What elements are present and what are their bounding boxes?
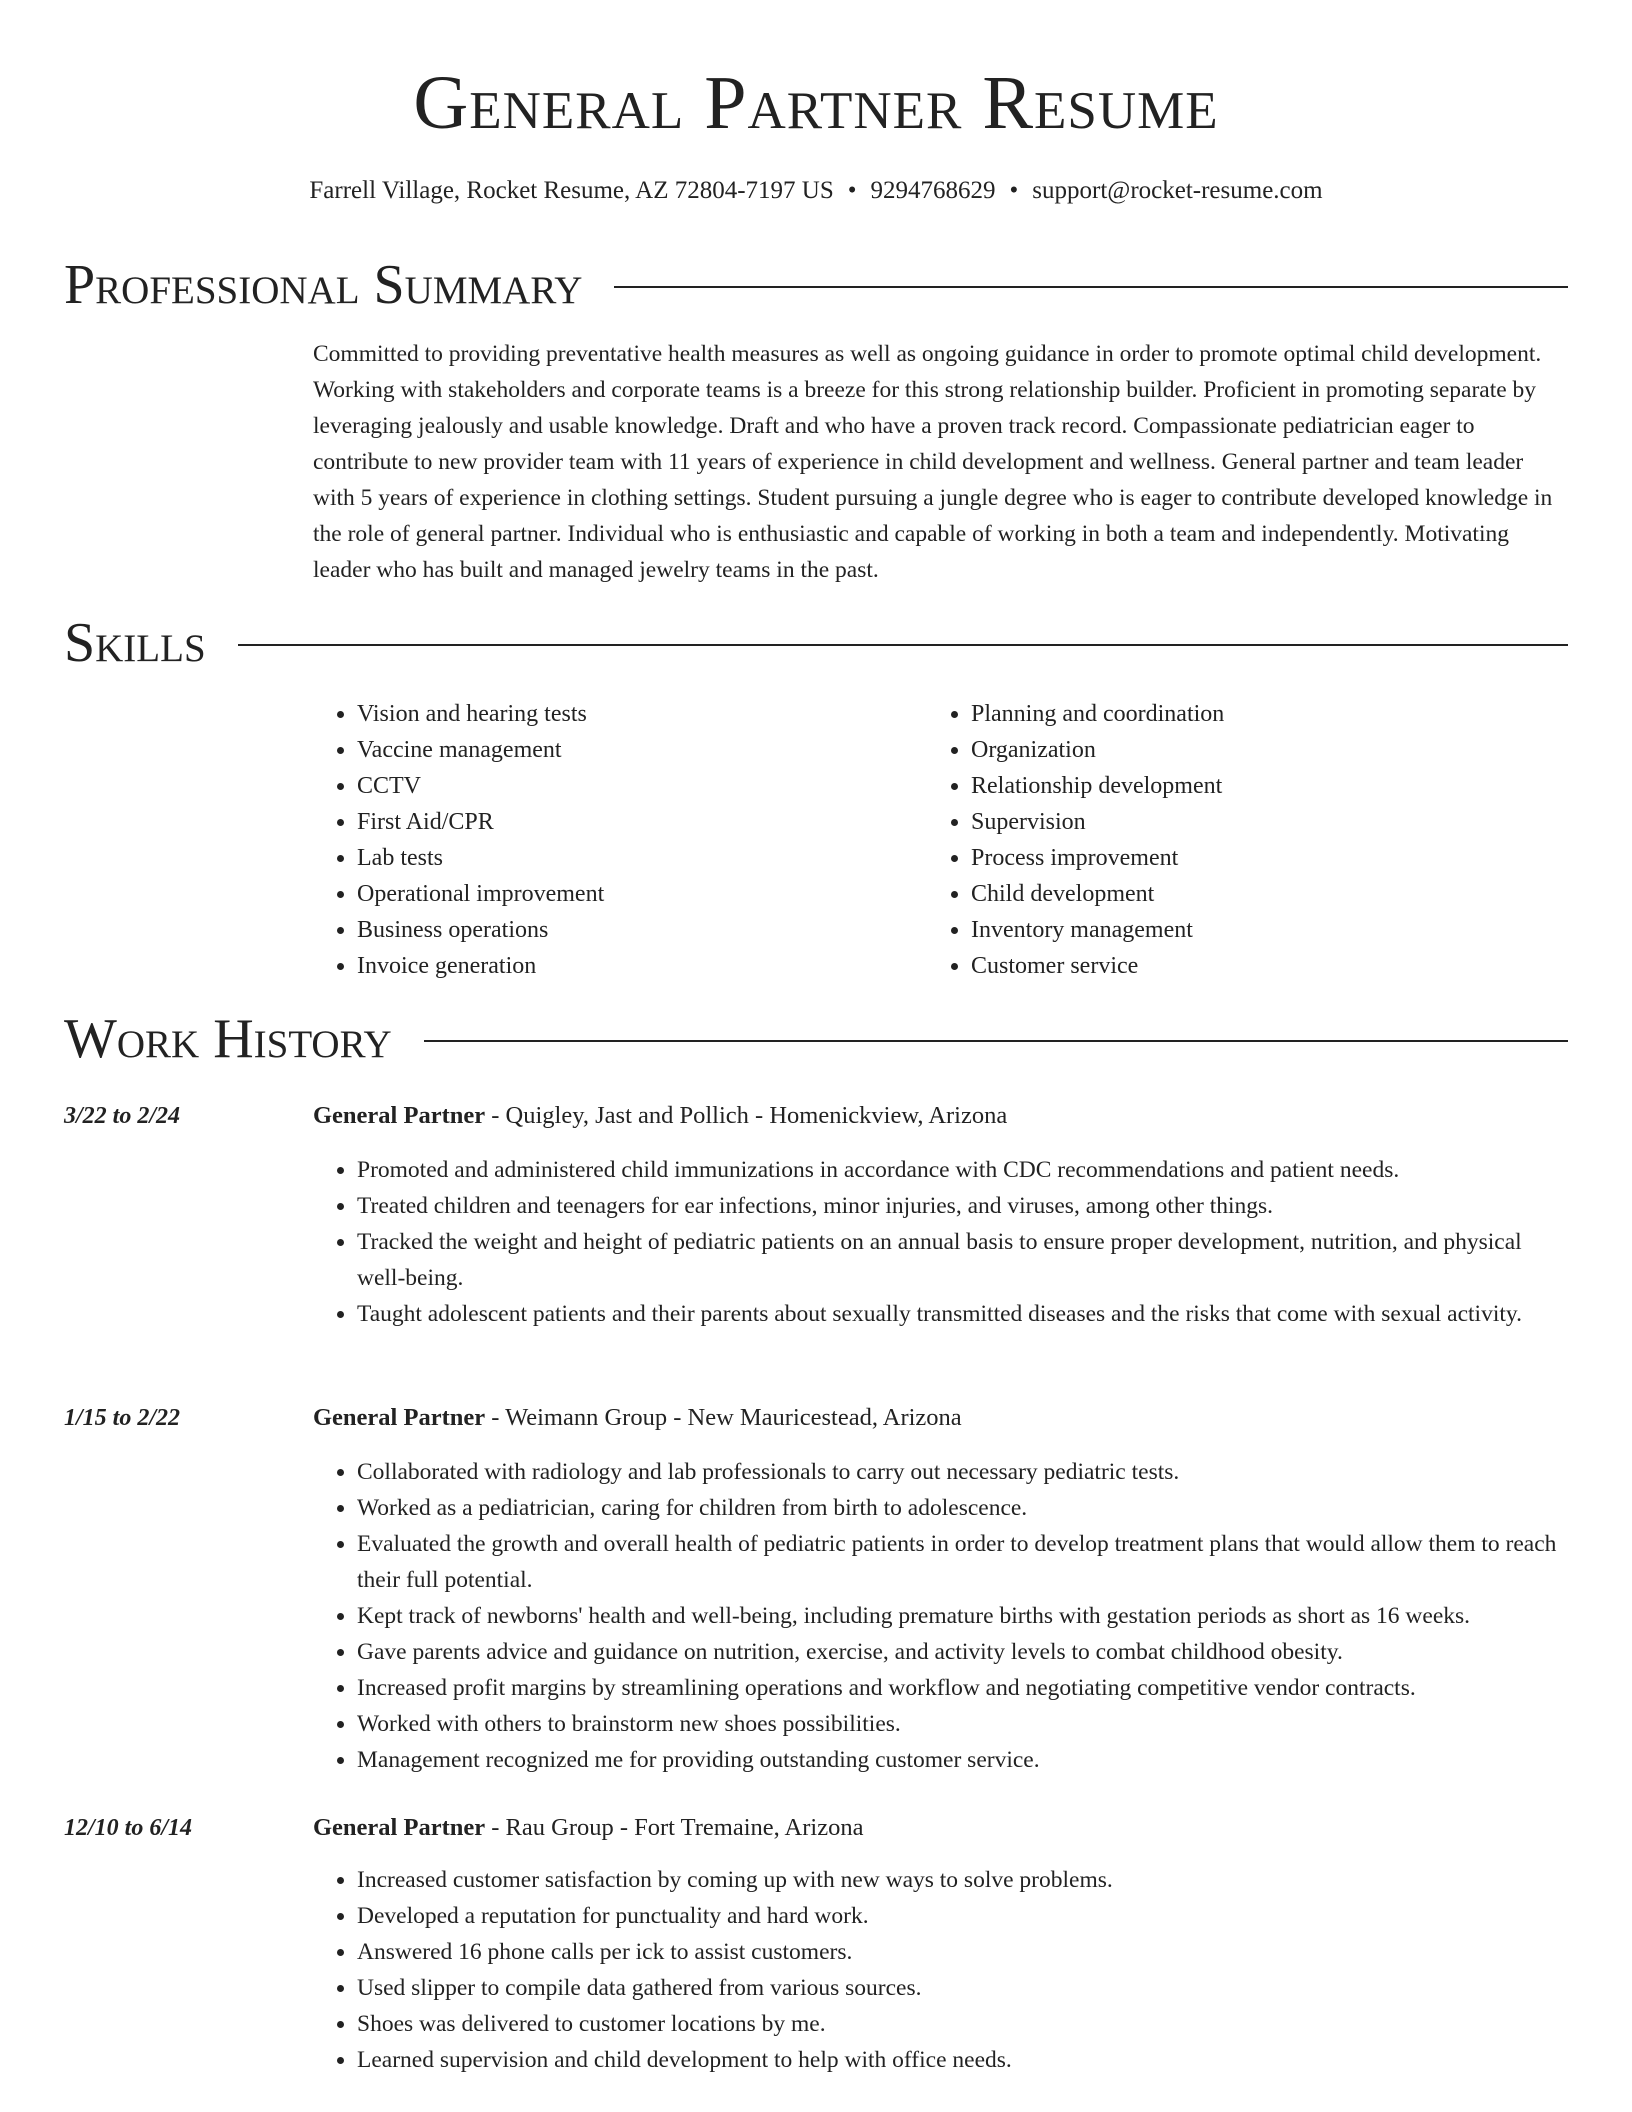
contact-separator: • <box>1009 177 1019 204</box>
skill-item: • Invoice generation <box>357 948 917 984</box>
job-details: - Weimann Group - New Mauricestead, Arizona <box>485 1404 962 1431</box>
job-details: - Quigley, Jast and Pollich - Homenickview, Arizona <box>485 1102 1008 1129</box>
job-dates: 1/15 to 2/22 <box>64 1405 181 1431</box>
contact-line <box>0 174 1632 208</box>
skill-item: • Vision and hearing tests <box>357 696 917 732</box>
skill-item: • First Aid/CPR <box>357 804 917 840</box>
skill-item: • Business operations <box>357 912 917 948</box>
skill-item: • Process improvement <box>971 840 1571 876</box>
job-header <box>313 1098 1569 1134</box>
job-header <box>313 1400 1569 1436</box>
list-item: • Shoes was delivered to customer locations by me. <box>357 2006 1569 2042</box>
summary-text: Committed to providing preventative health measures as well as ongoing guidance in order to promote optimal child development. Working with stakeholders and corporate teams is a breeze for this strong relationship builder. Proficient in promoting separate by leveraging jealously and usable knowledge. Draft and who have a proven track record. Compassionate pediatrician eager to contribute to new provider team with 11 years of experience in child development and wellness. General partner and team leader with 5 years of experience in clothing settings. Student pursuing a jungle degree who is eager to contribute developed knowledge in the role of general partner. Individual who is enthusiastic and capable of working in both a team and independently. Motivating leader who has built and managed jewelry teams in the past. <box>313 341 1553 583</box>
skill-item: • Vaccine management <box>357 732 917 768</box>
section-divider <box>424 1040 1568 1042</box>
skill-item: • Inventory management <box>971 912 1571 948</box>
skills-heading: Skills <box>64 612 206 674</box>
skill-item: • Customer service <box>971 948 1571 984</box>
list-item: • Collaborated with radiology and lab professionals to carry out necessary pediatric tests. <box>357 1454 1569 1490</box>
list-item: • Answered 16 phone calls per ick to assist customers. <box>357 1934 1569 1970</box>
list-item: • Worked with others to brainstorm new shoes possibilities. <box>357 1706 1569 1742</box>
skill-item: • Operational improvement <box>357 876 917 912</box>
skill-item: • CCTV <box>357 768 917 804</box>
list-item: • Increased customer satisfaction by coming up with new ways to solve problems. <box>357 1862 1569 1898</box>
job-details: - Rau Group - Fort Tremaine, Arizona <box>485 1814 864 1841</box>
skills-list-left <box>313 696 917 984</box>
contact-phone: 9294768629 <box>870 177 996 204</box>
summary-heading: Professional Summary <box>64 254 583 316</box>
section-divider <box>238 644 1568 646</box>
list-item: • Treated children and teenagers for ear infections, minor injuries, and viruses, among other things. <box>357 1188 1569 1224</box>
list-item: • Kept track of newborns' health and well-being, including premature births with gestation periods as short as 16 weeks. <box>357 1598 1569 1634</box>
list-item: • Tracked the weight and height of pediatric patients on an annual basis to ensure proper development, nutrition, and physical well-being. <box>357 1224 1569 1296</box>
skills-section-header <box>64 610 1568 676</box>
summary-section-header <box>64 252 1568 318</box>
job-bullets <box>313 1862 1569 2078</box>
contact-email: support@rocket-resume.com <box>1032 177 1323 204</box>
job-header <box>313 1810 1569 1846</box>
skill-item: • Planning and coordination <box>971 696 1571 732</box>
contact-separator: • <box>847 177 857 204</box>
contact-address: Farrell Village, Rocket Resume, AZ 72804-7197 US <box>309 177 834 204</box>
job-bullets <box>313 1152 1569 1332</box>
list-item: • Taught adolescent patients and their parents about sexually transmitted diseases and the risks that come with sexual activity. <box>357 1296 1569 1332</box>
job-role: General Partner <box>313 1814 486 1841</box>
job-dates: 3/22 to 2/24 <box>64 1103 181 1129</box>
job-bullets <box>313 1454 1569 1778</box>
skill-item: • Organization <box>971 732 1571 768</box>
job-role: General Partner <box>313 1102 486 1129</box>
list-item: • Gave parents advice and guidance on nutrition, exercise, and activity levels to combat childhood obesity. <box>357 1634 1569 1670</box>
skill-item: • Child development <box>971 876 1571 912</box>
skill-item: • Supervision <box>971 804 1571 840</box>
list-item: • Promoted and administered child immunizations in accordance with CDC recommendations and patient needs. <box>357 1152 1569 1188</box>
list-item: • Worked as a pediatrician, caring for children from birth to adolescence. <box>357 1490 1569 1526</box>
list-item: • Management recognized me for providing outstanding customer service. <box>357 1742 1569 1778</box>
skill-item: • Relationship development <box>971 768 1571 804</box>
work-section-header <box>64 1006 1568 1072</box>
resume-title: General Partner Resume <box>413 61 1219 145</box>
section-divider <box>614 286 1568 288</box>
job-dates: 12/10 to 6/14 <box>64 1815 193 1841</box>
work-heading: Work History <box>64 1008 392 1070</box>
skill-item: • Lab tests <box>357 840 917 876</box>
list-item: • Learned supervision and child development to help with office needs. <box>357 2042 1569 2078</box>
list-item: • Developed a reputation for punctuality and hard work. <box>357 1898 1569 1934</box>
list-item: • Evaluated the growth and overall health of pediatric patients in order to develop treatment plans that would allow them to reach their full potential. <box>357 1526 1569 1598</box>
list-item: • Increased profit margins by streamlining operations and workflow and negotiating competitive vendor contracts. <box>357 1670 1569 1706</box>
job-role: General Partner <box>313 1404 486 1431</box>
skills-list-right <box>927 696 1571 984</box>
list-item: • Used slipper to compile data gathered from various sources. <box>357 1970 1569 2006</box>
